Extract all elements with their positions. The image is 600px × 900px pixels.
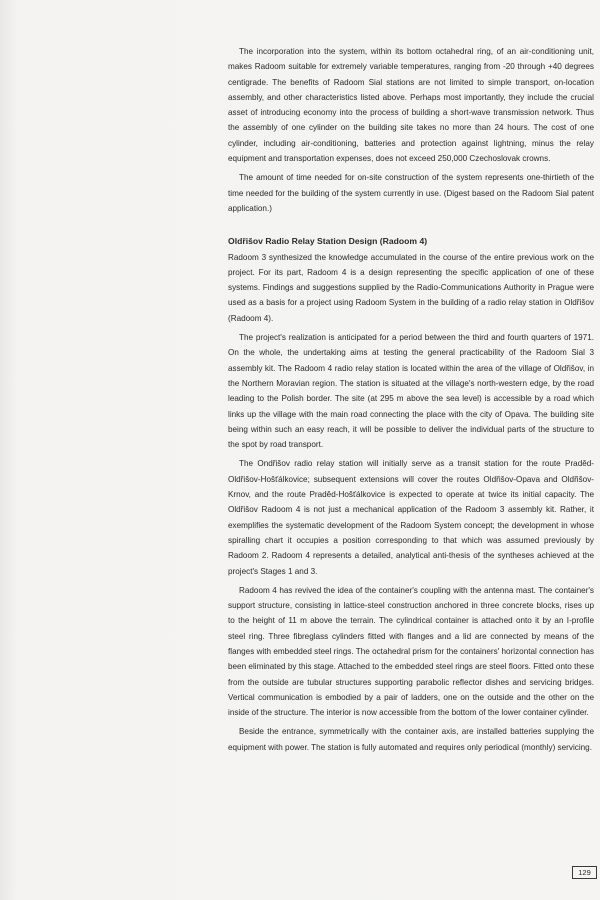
paragraph-project-realization: The project's realization is anticipated for a period between the third and fourth quarters of 1971. On the whole, the undertaking aims at testing the general practicability of the Radoom Sial 3 assembly kit. The Radoom 4 radio relay station is located within the area of the village of Oldřišov, in the Northern Moravian region. The station is situated at the village's north-western edge, by the road leading to the Polish border. The site (at 295 m above the sea level) is accessible by a road which links up the village with the main road connecting the place with the city of Opava. The building site being within such an easy reach, it will be possible to deliver the individual parts of the structure to the spot by road transport. <box>228 333 594 450</box>
paragraph-batteries: Beside the entrance, symmetrically with the container axis, are installed batteries supplying the equipment with power. The station is fully automated and requires only periodical (monthly) servicing. <box>228 727 594 752</box>
page-number-box: 129 <box>572 866 597 879</box>
paragraph-radoom-3-synthesis: Radoom 3 synthesized the knowledge accumulated in the course of the entire previous work on the project. For its part, Radoom 4 is a design representing the specific application of one of these systems. Findings and suggestions supplied by the Radio-Communications Authority in Prague were used as a basis for a project using Radoom System in the building of a radio relay station in Oldřišov (Radoom 4). <box>228 252 594 323</box>
paragraph-air-conditioning: The incorporation into the system, within its bottom octahedral ring, of an air-conditioning unit, makes Radoom suitable for extremely variable temperatures, ranging from -20 through +40 degrees centigrade. The benefits of Radoom Sial stations are not limited to simple transport, on-location assembly, and other characteristics listed above. Perhaps most importantly, they include the crucial asset of introducing economy into the process of building a short-wave transmission network. Thus the assembly of one cylinder on the building site takes no more than 24 hours. The cost of one cylinder, including air-conditioning, batteries and protection against lightning, minus the relay equipment and transportation expenses, does not exceed 250,000 Czechoslovak crowns. <box>228 47 594 164</box>
paragraph-construction-time: The amount of time needed for on-site construction of the system represents one-thirtieth of the time needed for the building of the system currently in use. (Digest based on the Radoom Sial patent application.) <box>228 173 594 213</box>
paragraph-container-coupling: Radoom 4 has revived the idea of the container's coupling with the antenna mast. The container's support structure, consisting in lattice-steel construction anchored in three concrete blocks, rises up to the height of 11 m above the terrain. The cylindrical container is attached onto it by an I-profile steel ring. Three fibreglass cylinders fitted with flanges and a lid are connected by means of the flanges with embedded steel rings. The octahedral prism for the containers' horizontal connection has been eliminated by this stage. Attached to the embedded steel rings are steel floors. Fitted onto these from the outside are tubular structures supporting parabolic reflector dishes and servicing bridges. Vertical communication is embodied by a pair of ladders, one on the outside and the other on the inside of the structure. The interior is now accessible from the bottom of the lower container cylinder. <box>228 585 594 718</box>
paragraph-transit-station: The Ondřišov radio relay station will initially serve as a transit station for the route Praděd-Oldřišov-Hošťálkovice; subsequent extensions will cover the routes Oldřišov-Opava and Oldřišov-Krnov, and the route Praděd-Hošťálkovice is expected to operate at twice its initial capacity. The Oldřišov Radoom 4 is not just a mechanical application of the Radoom 3 assembly kit. Rather, it exemplifies the systematic development of the Radoom System concept; the development in whose spiralling chart it occupies a position corresponding to that which was assumed previously by Radoom 2. Radoom 4 represents a detailed, analytical anti-thesis of the syntheses achieved at the project's Stages 1 and 3. <box>228 459 594 576</box>
text-column <box>228 44 594 755</box>
section-heading: Oldřišov Radio Relay Station Design (Radoom 4) <box>228 236 428 247</box>
